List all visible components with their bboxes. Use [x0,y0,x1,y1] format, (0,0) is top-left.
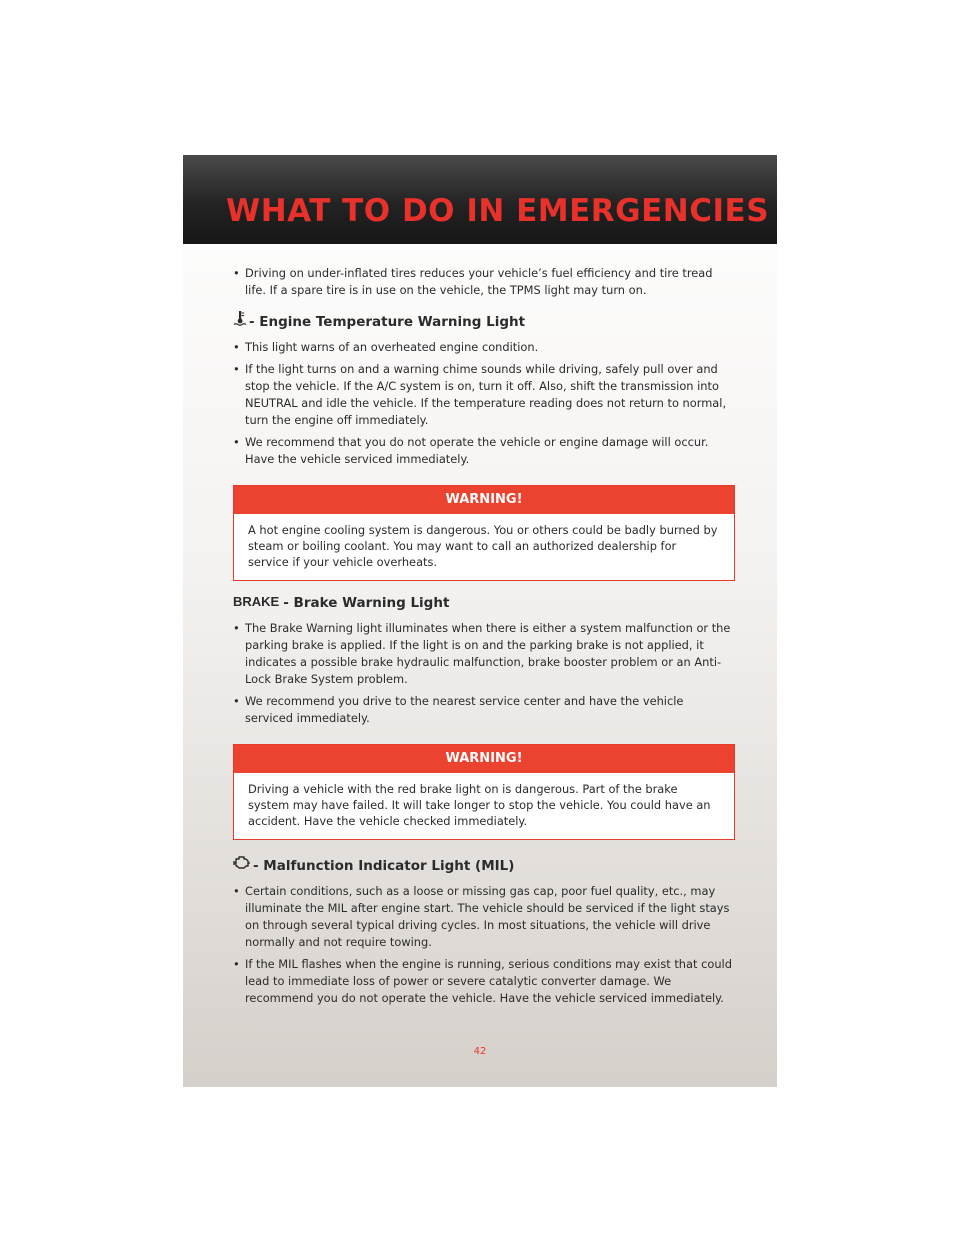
list-item: • The Brake Warning light illuminates when there is either a system malfunction or the parking brake is applied. If the light is on and the parking brake is not applied, it indicates a possible brake hydraulic malfunction, brake booster problem or an Anti-Lock Brake System problem. [233,620,735,688]
engine-temp-list [233,339,735,468]
warning-body: Driving a vehicle with the red brake light on is dangerous. Part of the brake system may have failed. It will take longer to stop the vehicle. You could have an accident. Have the vehicle checked immediately. [248,782,711,828]
brake-heading [233,595,735,612]
thermometer-icon [233,310,247,331]
list-item: • Certain conditions, such as a loose or missing gas cap, poor fuel quality, etc., may illuminate the MIL after engine start. The vehicle should be serviced if the light stays on through several typical driving cycles. In most situations, the vehicle will drive normally and not require towing. [233,883,735,951]
brake-list [233,620,735,727]
brake-heading-text: - Brake Warning Light [283,595,450,611]
list-item: • We recommend that you do not operate the vehicle or engine damage will occur. Have the vehicle serviced immediately. [233,434,735,468]
manual-page [183,155,777,1087]
warning-title: WARNING! [234,486,734,514]
page-number: 42 [473,1046,487,1057]
page-header [183,155,777,244]
mil-list [233,883,735,1007]
warning-title: WARNING! [234,745,734,773]
page-content [233,265,735,1012]
page-title: WHAT TO DO IN EMERGENCIES [226,193,770,229]
list-item: • Driving on under-inflated tires reduces your vehicle’s fuel efficiency and tire tread life. If a spare tire is in use on the vehicle, the TPMS light may turn on. [233,265,735,299]
mil-heading-text: - Malfunction Indicator Light (MIL) [253,858,515,874]
mil-heading [233,854,735,875]
warning-body: A hot engine cooling system is dangerous. You or others could be badly burned by steam or boiling coolant. You may want to call an authorized dealership for service if your vehicle overheats. [248,523,718,569]
engine-temp-warning-box [233,485,735,581]
list-item: • This light warns of an overheated engine condition. [233,339,735,356]
list-item: • If the MIL flashes when the engine is running, serious conditions may exist that could lead to immediate loss of power or severe catalytic converter damage. We recommend you do not operate the vehicle. Have the vehicle serviced immediately. [233,956,735,1007]
intro-list [233,265,735,299]
brake-icon: BRAKE [233,594,280,609]
check-engine-icon [233,854,251,875]
list-item: • If the light turns on and a warning chime sounds while driving, safely pull over and stop the vehicle. If the A/C system is on, turn it off. Also, shift the transmission into NEUTRAL and idle the vehicle. If the temperature reading does not return to normal, turn the engine off immediately. [233,361,735,429]
engine-temp-heading-text: - Engine Temperature Warning Light [249,314,526,330]
list-item: • We recommend you drive to the nearest service center and have the vehicle serviced immediately. [233,693,735,727]
brake-warning-box [233,744,735,840]
engine-temp-heading [233,310,735,331]
